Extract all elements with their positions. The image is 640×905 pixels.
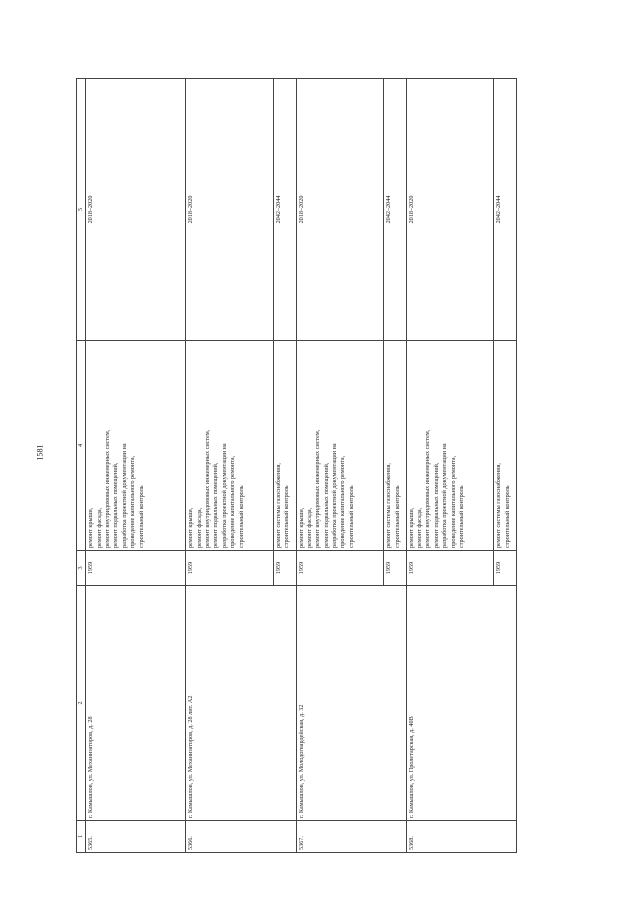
table (76, 78, 517, 853)
header-cell-2: 2 (77, 586, 86, 821)
work-item: разработка проектной документации на (330, 443, 338, 548)
work-item: разработка проектной документации на (220, 443, 228, 548)
works-cell (494, 341, 517, 551)
work-item: разработка проектной документации на (441, 443, 449, 548)
works-cell (384, 341, 406, 551)
work-item: строительный контроль (347, 485, 355, 548)
table-body (86, 79, 517, 853)
address-cell: г. Камышлов, ул. Пролетарская, д. 40В (406, 586, 516, 821)
work-item: ремонт внутридомовых инженерных систем, (424, 429, 432, 548)
work-item: ремонт внутридомовых инженерных систем, (314, 429, 322, 548)
header-cell-3: 3 (77, 551, 86, 586)
period-cell: 2018–2020 (296, 79, 384, 341)
table-header (77, 79, 86, 853)
work-item: проведение капитального ремонта, (129, 455, 137, 548)
work-item: строительный контроль (237, 485, 245, 548)
year-cell: 1959 (494, 551, 517, 586)
period-cell: 2042–2044 (494, 79, 517, 341)
period-cell: 2042–2044 (274, 79, 296, 341)
address-cell: г. Камышлов, ул. Механизаторов, д. 28 лит. А2 (186, 586, 296, 821)
work-item: строительный контроль (457, 485, 465, 548)
works-cell (296, 341, 384, 551)
work-item: ремонт системы газоснабжения, (275, 463, 283, 548)
work-item: строительный контроль (283, 485, 291, 548)
work-item: ремонт подвальных помещений, (322, 462, 330, 548)
year-cell: 1959 (296, 551, 384, 586)
repair-schedule-table (76, 79, 517, 853)
work-item: ремонт фасада, (305, 507, 313, 548)
work-item: ремонт подвальных помещений, (212, 462, 220, 548)
work-item: проведение капитального ремонта, (229, 455, 237, 548)
work-item: ремонт подвальных помещений, (112, 462, 120, 548)
header-cell-1: 1 (77, 821, 86, 853)
period-cell: 2018–2020 (86, 79, 186, 341)
work-item: ремонт системы газоснабжения, (385, 463, 393, 548)
header-cell-4: 4 (77, 341, 86, 551)
work-item: ремонт фасада, (95, 507, 103, 548)
address-cell: г. Камышлов, ул. Молодогвардейская, д. 32 (296, 586, 406, 821)
year-cell: 1959 (274, 551, 296, 586)
works-cell (86, 341, 186, 551)
table-row (86, 79, 186, 853)
work-item: ремонт внутридомовых инженерных систем, (204, 429, 212, 548)
header-cell-5: 5 (77, 79, 86, 341)
period-cell: 2018–2020 (406, 79, 494, 341)
table-row (406, 79, 494, 853)
table-row (186, 79, 274, 853)
table-row (296, 79, 384, 853)
work-item: ремонт подвальных помещений, (432, 462, 440, 548)
work-item: ремонт крыши, (187, 507, 195, 548)
work-item: ремонт крыши, (297, 507, 305, 548)
works-cell (186, 341, 274, 551)
work-item: строительный контроль (503, 485, 511, 548)
work-item: ремонт внутридомовых инженерных систем, (104, 429, 112, 548)
work-item: ремонт фасада, (416, 507, 424, 548)
period-cell: 2042–2044 (384, 79, 406, 341)
page-number: 1581 (35, 444, 45, 461)
work-item: ремонт системы газоснабжения, (495, 463, 503, 548)
work-item: ремонт фасада, (195, 507, 203, 548)
works-cell (406, 341, 494, 551)
work-item: строительный контроль (393, 485, 401, 548)
work-item: проведение капитального ремонта, (449, 455, 457, 548)
work-item: ремонт крыши, (87, 507, 95, 548)
works-cell (274, 341, 296, 551)
row-number: 5367. (296, 821, 406, 853)
work-item: проведение капитального ремонта, (339, 455, 347, 548)
year-cell: 1959 (406, 551, 494, 586)
year-cell: 1959 (384, 551, 406, 586)
work-item: разработка проектной документации на (120, 443, 128, 548)
header-row (77, 79, 86, 853)
row-number: 5368. (406, 821, 516, 853)
row-number: 5366. (186, 821, 296, 853)
year-cell: 1959 (86, 551, 186, 586)
work-item: строительный контроль (137, 485, 145, 548)
work-item: ремонт крыши, (407, 507, 415, 548)
row-number: 5365. (86, 821, 186, 853)
address-cell: г. Камышлов, ул. Механизаторов, д. 28 (86, 586, 186, 821)
period-cell: 2018–2020 (186, 79, 274, 341)
year-cell: 1959 (186, 551, 274, 586)
